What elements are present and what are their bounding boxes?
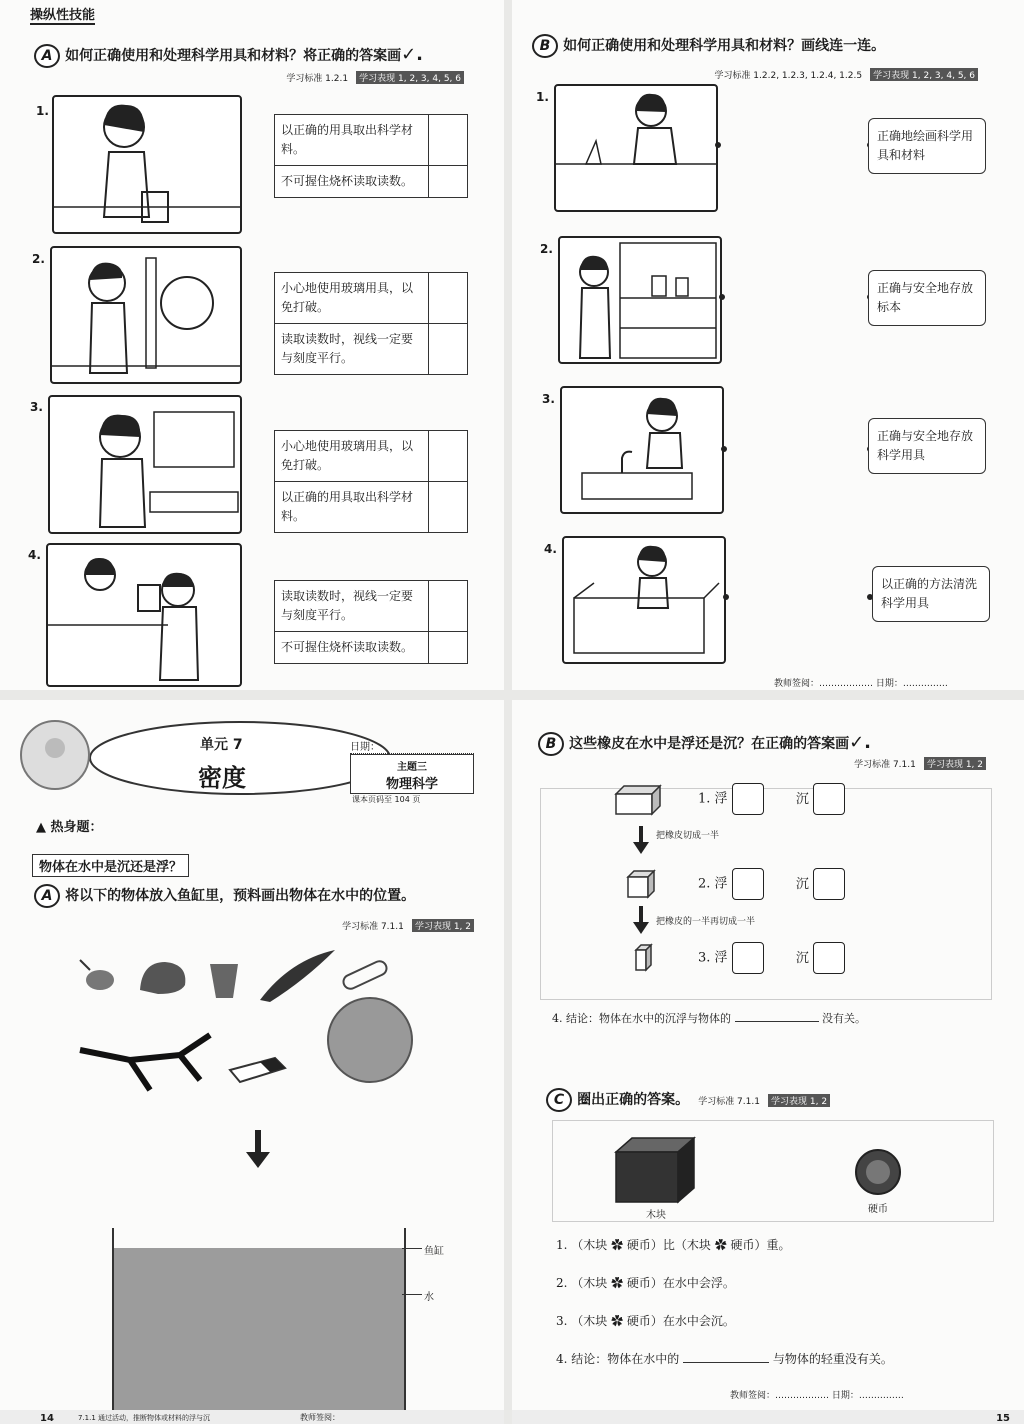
question-a (34, 884, 415, 908)
eraser-full-icon (616, 786, 660, 814)
connect-dot[interactable] (721, 446, 727, 452)
cup-icon (210, 964, 238, 998)
conclusion-blank[interactable] (735, 1021, 819, 1022)
row-1: 1. 浮 沉 (698, 783, 845, 815)
paperclip-icon (341, 959, 389, 991)
teacher-sign: 教师签阅：……………… 日期：…………… (774, 679, 948, 689)
standard-tag: 学习标准 1.2.2, 1.2.3, 1.2.4, 1.2.5 学习表现 1, 2, 3, 4, 5, 6 (714, 63, 978, 82)
teacher-sign: 教师签阅： (300, 1413, 340, 1422)
leaf-icon (80, 960, 114, 990)
option-row[interactable]: 不可握住烧杯读取读数。 (275, 632, 467, 663)
boy-washing-illustration (562, 388, 722, 512)
page-top-left (0, 0, 504, 690)
footer-standard: 7.1.1 通过活动，推断物体或材料的浮与沉 (78, 1414, 211, 1422)
theme-box (350, 754, 474, 794)
illustration-boy-cabinet (558, 236, 722, 364)
tank-label: 鱼缸 (424, 1246, 444, 1257)
boy-cabinet-illustration (560, 238, 720, 362)
tick-box[interactable] (429, 581, 467, 631)
balloon-icon (328, 998, 412, 1082)
eraser-quarter-icon (636, 945, 651, 970)
unit-title: 密度 (198, 764, 246, 792)
students-beaker-illustration (48, 545, 240, 685)
statement-2: 2. （木块 ✿ 硬币）在水中会浮。 (556, 1276, 735, 1290)
coin-label: 硬币 (868, 1204, 888, 1215)
item-number: 1. (36, 104, 49, 118)
page-number: 15 (996, 1413, 1010, 1424)
page-bottom-right (512, 700, 1024, 1424)
item-number: 2. (540, 242, 553, 256)
warmup-heading: ▲ 热身题： (36, 820, 103, 835)
standard-tag: 学习标准 7.1.1 学习表现 1, 2 (342, 914, 474, 933)
illustration-boy-washing (560, 386, 724, 514)
float-answer-box[interactable] (732, 942, 764, 974)
arrow-down-icon (633, 906, 649, 934)
option-row[interactable]: 不可握住烧杯读取读数。 (275, 166, 467, 197)
cut-note-1: 把橡皮切成一半 (656, 831, 720, 841)
wood-label: 木块 (646, 1210, 666, 1221)
water-label: 水 (424, 1292, 434, 1303)
boy-ruler-illustration (52, 248, 240, 382)
match-card: 以正确的方法清洗科学用具 (872, 566, 990, 622)
question-text: 如何正确使用和处理科学用具和材料？画线连一连。 (563, 38, 886, 54)
question-c: C 圈出正确的答案。 学习标准 7.1.1 学习表现 1, 2 (546, 1088, 830, 1112)
sink-answer-box[interactable] (813, 783, 845, 815)
option-table (274, 430, 468, 533)
tick-box[interactable] (429, 431, 467, 481)
item-number: 2. (32, 252, 45, 266)
date-field[interactable]: 日期： (350, 738, 474, 754)
tank-pointer (402, 1248, 422, 1249)
tick-mark: ✓. (401, 44, 424, 65)
section-header: 操纵性技能 (30, 4, 95, 25)
sink-answer-box[interactable] (813, 942, 845, 974)
item-number: 4. (28, 548, 41, 562)
branch-icon (80, 1035, 210, 1090)
question-b (538, 732, 871, 756)
float-answer-box[interactable] (732, 783, 764, 815)
question-text: 将以下的物体放入鱼缸里，预料画出物体在水中的位置。 (65, 888, 416, 904)
water-pointer (402, 1294, 422, 1295)
conclusion-1: 4. 结论：物体在水中的沉浮与物体的 没有关。 (552, 1012, 866, 1025)
page-number: 14 (40, 1413, 54, 1424)
item-number: 3. (542, 392, 555, 406)
tick-box[interactable] (429, 166, 467, 197)
question-letter: A (34, 884, 60, 908)
question-letter: B (538, 732, 564, 756)
question-text: 如何正确使用和处理科学用具和材料？将正确的答案画 (65, 48, 402, 64)
coin-icon (852, 1146, 904, 1198)
feather-icon (260, 950, 335, 1002)
tick-box[interactable] (429, 115, 467, 165)
eraser-sequence (612, 782, 672, 982)
statement-3: 3. （木块 ✿ 硬币）在水中会沉。 (556, 1314, 735, 1328)
illustration-boy-sink (48, 395, 242, 534)
question-text: 这些橡皮在水中是浮还是沉？在正确的答案画 (569, 736, 850, 752)
option-table (274, 114, 468, 198)
arrow-down-icon (633, 826, 649, 854)
girl-beaker-illustration (54, 97, 240, 232)
option-row[interactable]: 以正确的用具取出科学材料。 (275, 115, 467, 166)
connect-dot[interactable] (715, 142, 721, 148)
stone-icon (140, 962, 185, 994)
textbook-ref: 课本页码至 104 页 (352, 795, 421, 804)
option-table (274, 580, 468, 664)
item-number: 4. (544, 542, 557, 556)
question-b (532, 34, 885, 58)
question-letter: C (546, 1088, 572, 1112)
illustration-boy-ruler (50, 246, 242, 384)
item-number: 3. (30, 400, 43, 414)
tank-water (114, 1248, 404, 1424)
arrow-down-icon (246, 1130, 270, 1170)
fish-tank (112, 1228, 406, 1424)
wood-block-icon (612, 1134, 702, 1208)
connect-dot[interactable] (723, 594, 729, 600)
conclusion-2: 4. 结论：物体在水中的 与物体的轻重没有关。 (556, 1352, 893, 1366)
theme-number: 主题三 (397, 762, 427, 773)
row-2: 2. 浮 沉 (698, 868, 845, 900)
tick-box[interactable] (429, 632, 467, 663)
illustration-girl-beaker (52, 95, 242, 234)
item-number: 1. (536, 90, 549, 104)
boy-storing-illustration (564, 538, 724, 662)
tick-box[interactable] (429, 324, 467, 374)
teacher-sign: 教师签阅：……………… 日期：…………… (730, 1391, 904, 1401)
unit-number: 单元 7 (200, 737, 243, 753)
theme-title: 物理科学 (385, 777, 438, 792)
sink-answer-box[interactable] (813, 868, 845, 900)
page-top-right (512, 0, 1024, 690)
option-row[interactable]: 以正确的用具取出科学材料。 (275, 482, 467, 532)
option-table (274, 272, 468, 375)
question-letter: B (532, 34, 558, 58)
option-row[interactable]: 读取读数时，视线一定要与刻度平行。 (275, 324, 467, 374)
match-card: 正确地绘画科学用具和材料 (868, 118, 986, 174)
match-card: 正确与安全地存放标本 (868, 270, 986, 326)
statement-1: 1. （木块 ✿ 硬币）比（木块 ✿ 硬币）重。 (556, 1238, 791, 1252)
warmup-icon: ▲ (36, 820, 46, 835)
question-letter: A (34, 44, 60, 68)
illustration-girl-drawing (554, 84, 718, 212)
conclusion-blank[interactable] (683, 1362, 769, 1363)
standard-tag: 学习标准 7.1.1 学习表现 1, 2 (854, 752, 986, 771)
topic-box: 物体在水中是沉还是浮？ (32, 854, 189, 877)
standard-tag: 学习标准 1.2.1 学习表现 1, 2, 3, 4, 5, 6 (286, 66, 464, 85)
question-a (34, 44, 423, 68)
eraser-icon (230, 1058, 285, 1082)
tick-box[interactable] (429, 273, 467, 323)
float-answer-box[interactable] (732, 868, 764, 900)
option-row[interactable]: 读取读数时，视线一定要与刻度平行。 (275, 581, 467, 632)
boy-sink-illustration (50, 397, 240, 532)
match-card: 正确与安全地存放科学用具 (868, 418, 986, 474)
tick-mark: ✓. (849, 732, 872, 753)
girl-drawing-illustration (556, 86, 716, 210)
footer (0, 1410, 504, 1424)
question-text: 圈出正确的答案。 (577, 1092, 690, 1108)
illustration-students-beaker (46, 543, 242, 687)
option-row[interactable]: 小心地使用玻璃用具，以免打破。 (275, 273, 467, 324)
page-bottom-left (0, 700, 504, 1424)
eraser-half-icon (628, 871, 654, 897)
row-3: 3. 浮 沉 (698, 942, 845, 974)
objects-set (70, 940, 490, 1110)
tick-box[interactable] (429, 482, 467, 532)
illustration-boy-storing (562, 536, 726, 664)
connect-dot[interactable] (719, 294, 725, 300)
footer (512, 1410, 1024, 1424)
option-row[interactable]: 小心地使用玻璃用具，以免打破。 (275, 431, 467, 482)
cut-note-2: 把橡皮的一半再切成一半 (656, 917, 756, 927)
